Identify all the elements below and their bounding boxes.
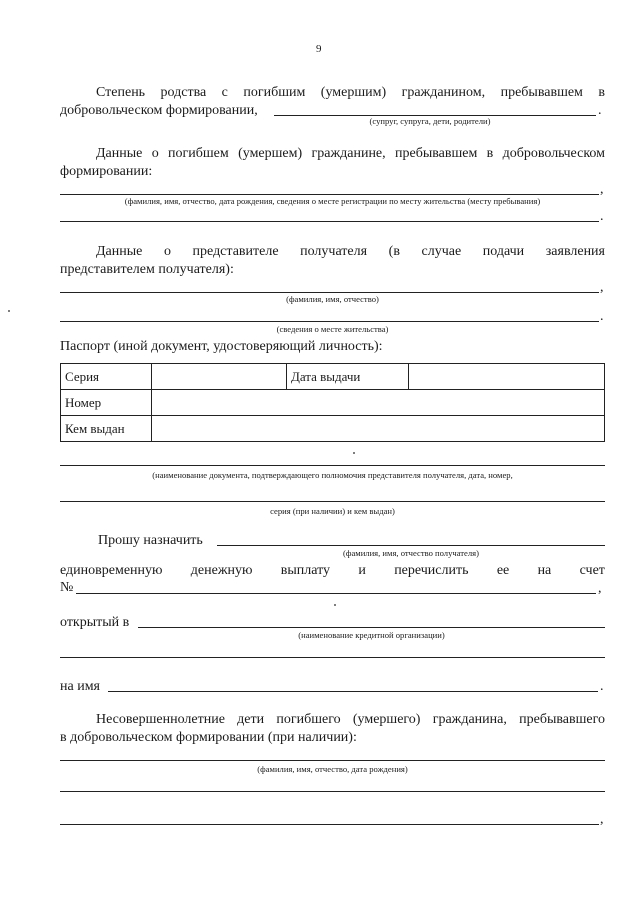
passport-title: Паспорт (иной документ, удостоверяющий личность): bbox=[60, 339, 383, 354]
kinship-label-line1: Степень родства с погибшим (умершим) гражданином, пребывавшем в bbox=[96, 85, 605, 100]
word-3: выплату bbox=[280, 563, 331, 578]
representative-comma: , bbox=[600, 280, 604, 295]
scan-speck-3 bbox=[8, 310, 10, 312]
word-8: счет bbox=[579, 563, 605, 578]
minors-line1[interactable] bbox=[60, 760, 605, 761]
passport-issued-by-value[interactable] bbox=[152, 416, 605, 442]
scan-speck bbox=[353, 452, 355, 454]
word-4: и bbox=[358, 563, 366, 578]
deceased-label-line2: формировании: bbox=[60, 164, 153, 179]
account-number-sign: № bbox=[60, 580, 74, 595]
deceased-input-line1[interactable] bbox=[60, 194, 599, 195]
representative-address-caption: (сведения о месте жительства) bbox=[276, 324, 389, 334]
minors-end: , bbox=[600, 812, 604, 827]
passport-number-label: Номер bbox=[61, 390, 152, 416]
request-recipient-line[interactable] bbox=[217, 545, 605, 546]
authority-doc-caption2: серия (при наличии) и кем выдан) bbox=[270, 506, 395, 516]
passport-series-value[interactable] bbox=[152, 364, 287, 390]
bank-caption: (наименование кредитной организации) bbox=[298, 630, 445, 640]
passport-issue-date-value[interactable] bbox=[409, 364, 605, 390]
representative-name-line[interactable] bbox=[60, 292, 599, 293]
deceased-end: . bbox=[600, 209, 604, 224]
in-name-of-line[interactable] bbox=[108, 691, 598, 692]
representative-end: . bbox=[600, 309, 604, 324]
minors-line2[interactable] bbox=[60, 791, 605, 792]
minors-caption: (фамилия, имя, отчество, дата рождения) bbox=[257, 764, 408, 774]
deceased-input-line2[interactable] bbox=[60, 221, 599, 222]
word-2: денежную bbox=[190, 563, 253, 578]
request-recipient-caption: (фамилия, имя, отчество получателя) bbox=[343, 548, 479, 558]
opened-in-label: открытый в bbox=[60, 615, 130, 630]
passport-issued-by-label: Кем выдан bbox=[61, 416, 152, 442]
passport-series-label: Серия bbox=[61, 364, 152, 390]
deceased-label-line1: Данные о погибшем (умершем) гражданине, пребывавшем в добровольческом bbox=[96, 146, 605, 161]
request-words-row bbox=[60, 562, 605, 580]
representative-address-line[interactable] bbox=[60, 321, 599, 322]
scan-speck-2 bbox=[334, 604, 336, 606]
passport-table bbox=[60, 363, 605, 442]
bank-line2[interactable] bbox=[60, 657, 605, 658]
authority-doc-line2[interactable] bbox=[60, 501, 605, 502]
passport-issue-date-label: Дата выдачи bbox=[287, 364, 409, 390]
word-1: единовременную bbox=[60, 563, 163, 578]
page-number: 9 bbox=[316, 43, 322, 55]
account-comma: , bbox=[598, 581, 602, 596]
kinship-label-line2: добровольческом формировании, bbox=[60, 103, 258, 118]
bank-line[interactable] bbox=[138, 627, 605, 628]
in-name-of-end: . bbox=[600, 679, 604, 694]
request-label: Прошу назначить bbox=[98, 533, 203, 548]
kinship-end: . bbox=[598, 103, 602, 118]
kinship-caption: (супруг, супруга, дети, родители) bbox=[369, 116, 491, 126]
representative-label-line2: представителем получателя): bbox=[60, 262, 234, 277]
minors-label-line2: в добровольческом формировании (при наличии): bbox=[60, 730, 357, 745]
in-name-of-label: на имя bbox=[60, 679, 100, 694]
deceased-caption: (фамилия, имя, отчество, дата рождения, сведения о месте регистрации по месту жительства (месту пребывания) bbox=[124, 196, 541, 206]
word-6: ее bbox=[496, 563, 510, 578]
passport-number-value[interactable] bbox=[152, 390, 605, 416]
minors-line3[interactable] bbox=[60, 824, 599, 825]
minors-label-line1: Несовершеннолетние дети погибшего (умершего) гражданина, пребывавшего bbox=[96, 712, 605, 727]
word-5: перечислить bbox=[394, 563, 469, 578]
representative-label-line1: Данные о представителе получателя (в случае подачи заявления bbox=[96, 244, 605, 259]
deceased-comma: , bbox=[600, 182, 604, 197]
representative-name-caption: (фамилия, имя, отчество) bbox=[286, 294, 379, 304]
word-7: на bbox=[537, 563, 552, 578]
authority-doc-line1[interactable] bbox=[60, 465, 605, 466]
account-number-line[interactable] bbox=[76, 593, 596, 594]
authority-doc-caption1: (наименование документа, подтверждающего полномочия представителя получателя, дата, номер, bbox=[152, 470, 513, 480]
